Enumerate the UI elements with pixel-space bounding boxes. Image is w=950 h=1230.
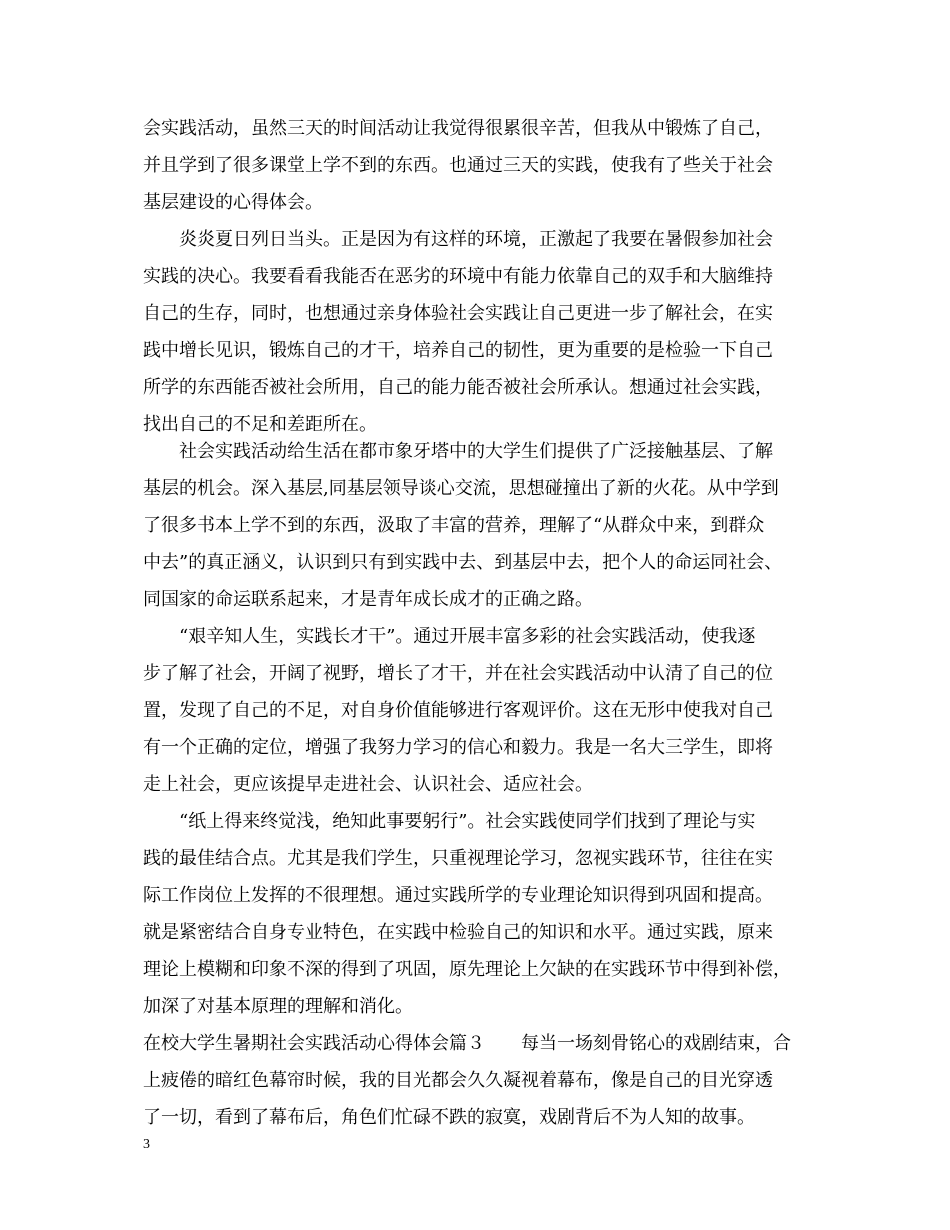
text-line: 实践的决心。我要看看我能否在恶劣的环境中有能力依靠自己的双手和大脑维持 xyxy=(143,266,773,287)
text-line: 就是紧密结合自身专业特色，在实践中检验自己的知识和水平。通过实践，原来 xyxy=(143,922,773,943)
text-line: 基层的机会。深入基层,同基层领导谈心交流，思想碰撞出了新的火花。从中学到 xyxy=(143,478,779,499)
text-line: 在校大学生暑期社会实践活动心得体会篇３ 每当一场刻骨铭心的戏剧结束，合 xyxy=(143,1033,791,1054)
text-line: 并且学到了很多课堂上学不到的东西。也通过三天的实践，使我有了些关于社会 xyxy=(143,155,773,176)
text-line: 理论上模糊和印象不深的得到了巩固，原先理论上欠缺的在实践环节中得到补偿， xyxy=(143,959,791,980)
text-line: “纸上得来终觉浅，绝知此事要躬行”。社会实践使同学们找到了理论与实 xyxy=(143,811,756,832)
text-line: 加深了对基本原理的理解和消化。 xyxy=(143,996,413,1017)
text-line: 践中增长见识，锻炼自己的才干，培养自己的韧性，更为重要的是检验一下自己 xyxy=(143,340,773,361)
text-line: 上疲倦的暗红色幕帘时候，我的目光都会久久凝视着幕布，像是自己的目光穿透 xyxy=(143,1070,773,1091)
text-line: 走上社会，更应该提早走进社会、认识社会、适应社会。 xyxy=(143,774,593,795)
text-line: 际工作岗位上发挥的不很理想。通过实践所学的专业理论知识得到巩固和提高。 xyxy=(143,885,773,906)
text-line: 社会实践活动给生活在都市象牙塔中的大学生们提供了广泛接触基层、了解 xyxy=(143,441,773,462)
text-line: 所学的东西能否被社会所用，自己的能力能否被社会所承认。想通过社会实践， xyxy=(143,377,773,398)
text-line: 炎炎夏日列日当头。正是因为有这样的环境，正激起了我要在暑假参加社会 xyxy=(143,229,773,250)
text-line: 同国家的命运联系起来，才是青年成长成才的正确之路。 xyxy=(143,589,593,610)
page-number: 3 xyxy=(143,1137,150,1152)
text-line: 置，发现了自己的不足，对自身价值能够进行客观评价。这在无形中使我对自己 xyxy=(143,700,773,721)
text-line: “艰辛知人生，实践长才干”。通过开展丰富多彩的社会实践活动，使我逐 xyxy=(143,626,756,647)
text-line: 了一切，看到了幕布后，角色们忙碌不跌的寂寞，戏剧背后不为人知的故事。 xyxy=(143,1107,755,1128)
text-line: 找出自己的不足和差距所在。 xyxy=(143,414,377,435)
text-line: 自己的生存，同时，也想通过亲身体验社会实践让自己更进一步了解社会，在实 xyxy=(143,303,773,324)
text-line: 中去”的真正涵义，认识到只有到实践中去、到基层中去，把个人的命运同社会、 xyxy=(143,552,783,573)
text-line: 会实践活动，虽然三天的时间活动让我觉得很累很辛苦，但我从中锻炼了自己， xyxy=(143,118,773,139)
text-line: 了很多书本上学不到的东西，汲取了丰富的营养，理解了“从群众中来，到群众 xyxy=(143,515,765,536)
text-line: 践的最佳结合点。尤其是我们学生，只重视理论学习，忽视实践环节，往往在实 xyxy=(143,848,773,869)
text-line: 步了解了社会，开阔了视野，增长了才干，并在社会实践活动中认清了自己的位 xyxy=(143,663,773,684)
text-line: 基层建设的心得体会。 xyxy=(143,192,323,213)
text-line: 有一个正确的定位，增强了我努力学习的信心和毅力。我是一名大三学生，即将 xyxy=(143,737,773,758)
